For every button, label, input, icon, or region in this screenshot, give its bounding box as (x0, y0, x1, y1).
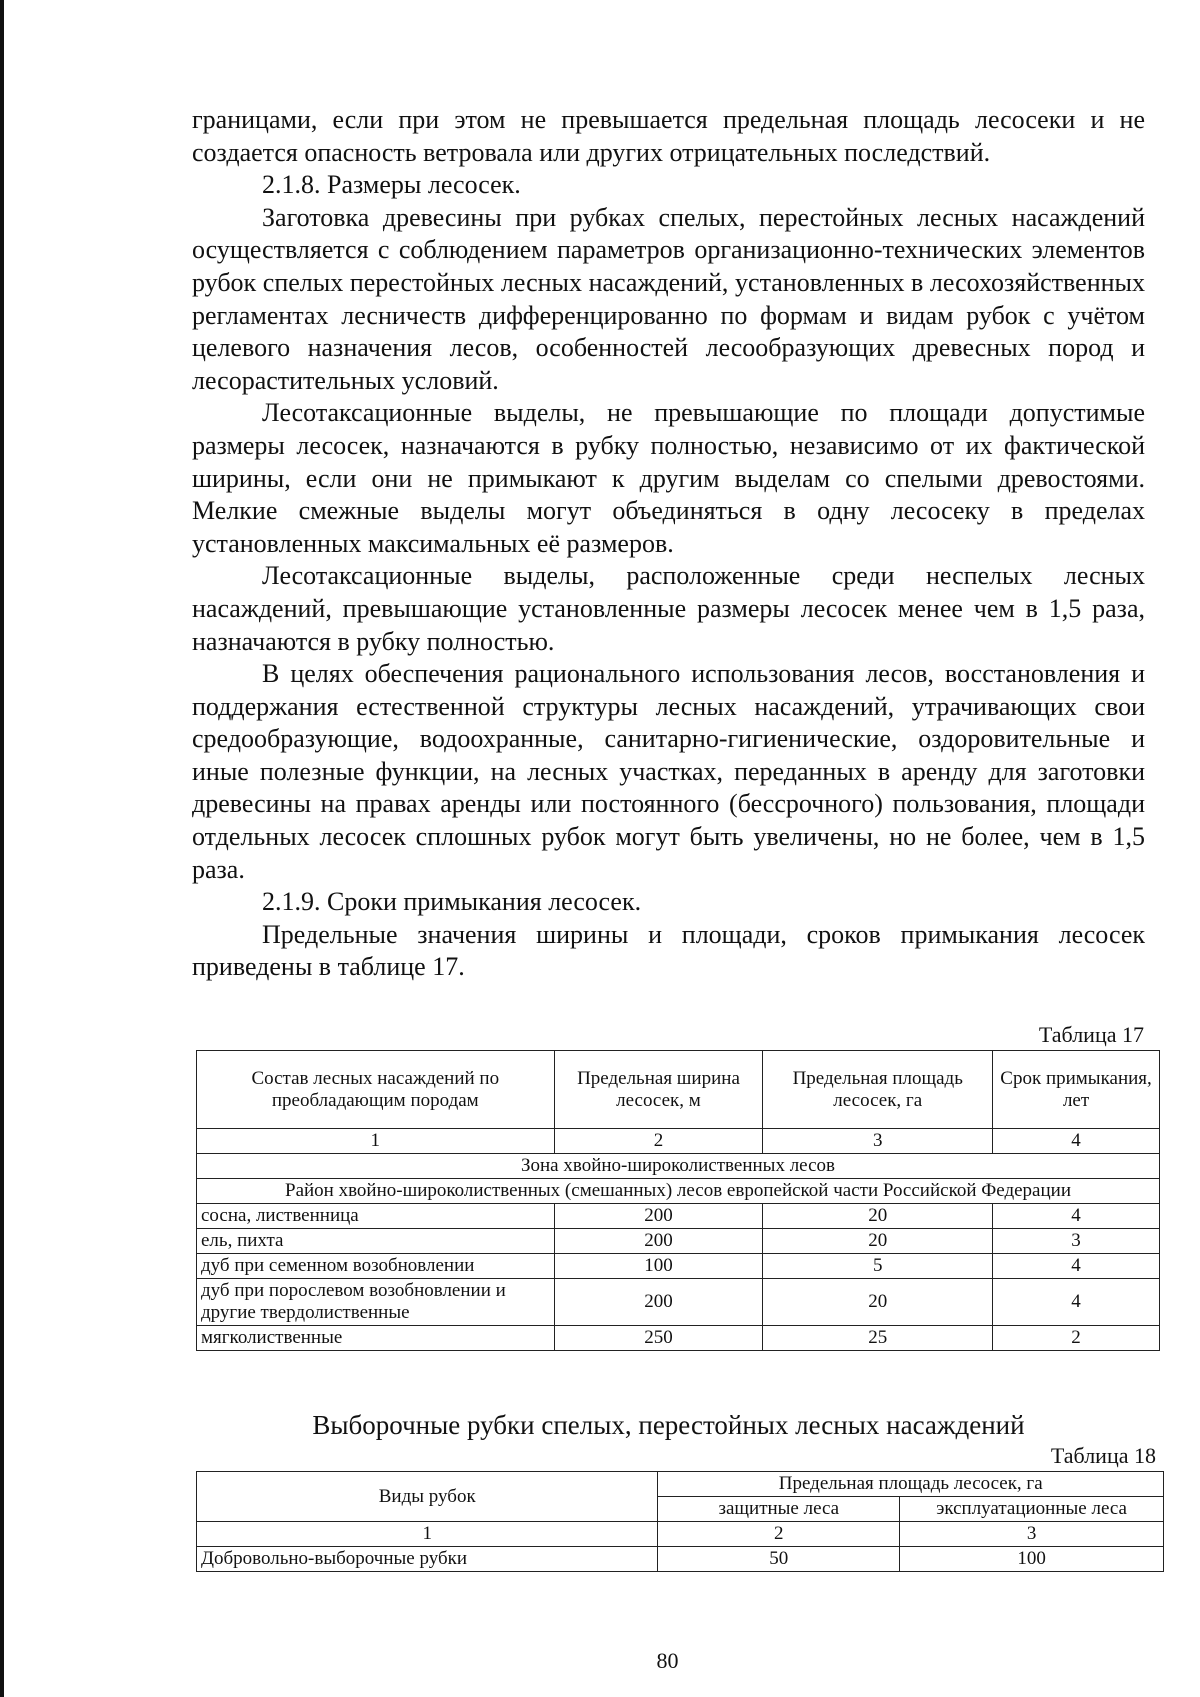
row-species: ель, пихта (197, 1229, 555, 1254)
scan-border-line (0, 0, 4, 1697)
paragraph-continued: границами, если при этом не превышается предельная площадь лесосеки и не создается опасность ветровала или других отрицательных последствий. (192, 105, 1145, 167)
row-term: 4 (993, 1279, 1160, 1326)
header-term: Срок примыкания, лет (993, 1051, 1160, 1129)
body-text (192, 104, 1145, 984)
header-area: Предельная площадь лесосек, га (763, 1051, 993, 1129)
row-area: 25 (763, 1326, 993, 1351)
paragraph-immature-stands: Лесотаксационные выделы, расположенные среди неспелых лесных насаждений, превышающие установленные размеры лесосек менее чем в 1,5 раза, назначаются в рубку полностью. (192, 561, 1145, 656)
paragraph-table-reference: Предельные значения ширины и площади, сроков примыкания лесосек приведены в таблице 17. (192, 919, 1145, 982)
table-17-caption: Таблица 17 (1038, 1022, 1144, 1047)
paragraph-harvesting: Заготовка древесины при рубках спелых, перестойных лесных насаждений осуществляется с соблюдением параметров организационно-технических элементов рубок спелых перестойных лесных насаждений, установленных в лесохозяйственных регламентах лесничеств дифференцированно по формам и видам рубок с учётом целевого назначения лесов, особенностей лесообразующих древесных пород и лесорастительных условий. (192, 202, 1145, 395)
row-area: 20 (763, 1229, 993, 1254)
header-width: Предельная ширина лесосек, м (554, 1051, 763, 1129)
row-species: дуб при порослевом возобновлении и другие твердолиственные (197, 1279, 555, 1326)
col-number: 4 (993, 1129, 1160, 1154)
zone-row (197, 1154, 1160, 1179)
region-label: Район хвойно-широколиственных (смешанных) лесов европейской части Российской Федерации (197, 1179, 1160, 1204)
row-exploitation-area: 100 (900, 1547, 1164, 1572)
header-protective: защитные леса (658, 1497, 900, 1522)
col-number: 2 (554, 1129, 763, 1154)
row-width: 200 (554, 1204, 763, 1229)
paragraph-allotments: Лесотаксационные выделы, не превышающие по площади допустимые размеры лесосек, назначаются в рубку полностью, независимо от их фактической ширины, если они не примыкают к другим выделам со спелыми древостоями. Мелкие смежные выделы могут объединяться в одну лесосеку в пределах установленных максимальных её размеров. (192, 398, 1145, 558)
row-area: 20 (763, 1279, 993, 1326)
table-row (197, 1326, 1160, 1351)
table-row (197, 1229, 1160, 1254)
header-composition: Состав лесных насаждений по преобладающим породам (197, 1051, 555, 1129)
table-row (197, 1204, 1160, 1229)
row-area: 20 (763, 1204, 993, 1229)
header-cutting-types: Виды рубок (197, 1472, 658, 1522)
header-exploitation: эксплуатационные леса (900, 1497, 1164, 1522)
zone-label: Зона хвойно-широколиственных лесов (197, 1154, 1160, 1179)
row-species: сосна, лиственница (197, 1204, 555, 1229)
paragraph-rational-use: В целях обеспечения рационального использования лесов, восстановления и поддержания естественной структуры лесных насаждений, утрачивающих свои средообразующие, водоохранные, санитарно-гигиенические, оздоровительные и иные полезные функции, на лесных участках, переданных в аренду для заготовки древесины на правах аренды или постоянного (бессрочного) пользования, площади отдельных лесосек сплошных рубок могут быть увеличены, но не более, чем в 1,5 раза. (192, 659, 1145, 884)
row-term: 4 (993, 1204, 1160, 1229)
table-18 (196, 1471, 1164, 1572)
table-17 (196, 1050, 1160, 1351)
table-18-caption: Таблица 18 (1050, 1443, 1156, 1468)
row-width: 200 (554, 1279, 763, 1326)
row-protective-area: 50 (658, 1547, 900, 1572)
col-number: 3 (763, 1129, 993, 1154)
col-number: 2 (658, 1522, 900, 1547)
section-heading-2-1-9: 2.1.9. Сроки примыкания лесосек. (262, 887, 642, 917)
col-number: 3 (900, 1522, 1164, 1547)
header-max-area: Предельная площадь лесосек, га (658, 1472, 1164, 1497)
col-number: 1 (197, 1522, 658, 1547)
row-area: 5 (763, 1254, 993, 1279)
table-number-row (197, 1522, 1164, 1547)
row-species: мягколиственные (197, 1326, 555, 1351)
row-width: 200 (554, 1229, 763, 1254)
page-number: 80 (656, 1648, 679, 1673)
row-cutting-type: Добровольно-выборочные рубки (197, 1547, 658, 1572)
table-number-row (197, 1129, 1160, 1154)
row-term: 3 (993, 1229, 1160, 1254)
row-species: дуб при семенном возобновлении (197, 1254, 555, 1279)
section-heading-2-1-8: 2.1.8. Размеры лесосек. (262, 170, 521, 200)
region-row (197, 1179, 1160, 1204)
row-term: 2 (993, 1326, 1160, 1351)
table-row (197, 1254, 1160, 1279)
table-header-row (197, 1472, 1164, 1497)
table-row (197, 1279, 1160, 1326)
col-number: 1 (197, 1129, 555, 1154)
table-row (197, 1547, 1164, 1572)
row-width: 250 (554, 1326, 763, 1351)
table-header-row (197, 1051, 1160, 1129)
section-title-selective-cutting: Выборочные рубки спелых, перестойных лесных насаждений (312, 1410, 1025, 1440)
row-width: 100 (554, 1254, 763, 1279)
row-term: 4 (993, 1254, 1160, 1279)
